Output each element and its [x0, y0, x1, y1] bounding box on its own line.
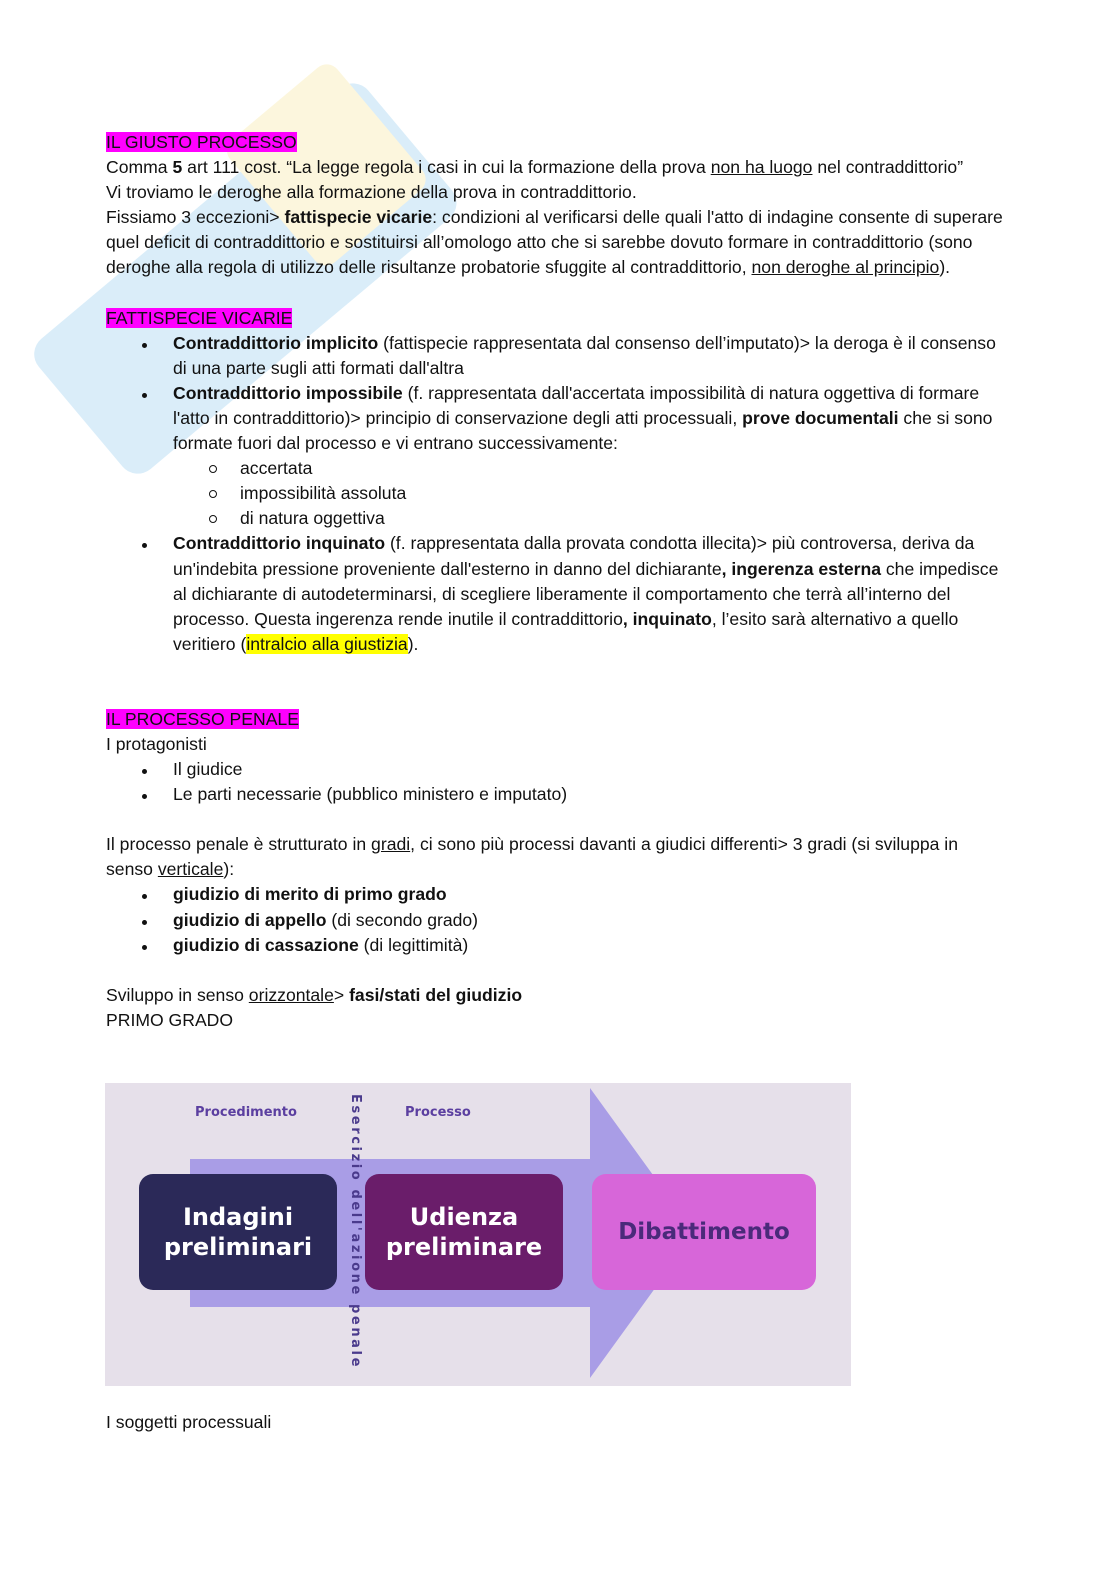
sub-list-item: impossibilità assoluta	[106, 481, 1006, 506]
list-item: giudizio di appello (di secondo grado)	[106, 908, 1006, 933]
sub-list-item: di natura oggettiva	[106, 506, 1006, 531]
label-esercizio-azione-penale: Esercizio dell'azione penale	[348, 1093, 364, 1369]
label-procedimento: Procedimento	[195, 1105, 297, 1120]
paragraph-sviluppo: Sviluppo in senso orizzontale> fasi/stati del giudizio	[106, 984, 523, 1005]
box-dibattimento: Dibattimento	[592, 1174, 816, 1290]
protagonisti-list	[106, 757, 1006, 807]
sub-list	[173, 456, 1006, 531]
protagonisti-label: I protagonisti	[106, 733, 207, 754]
document-body	[106, 130, 1006, 1033]
list-item: Le parti necessarie (pubblico ministero e imputato)	[106, 782, 1006, 807]
vicarie-list	[106, 331, 1006, 657]
paragraph-eccezioni: Fissiamo 3 eccezioni> fattispecie vicarie: condizioni al verificarsi delle quali l'atto di indagine consente di superare quel deficit di contraddittorio e sostituirsi all’omologo atto che si sarebbe dovuto formare in contraddittorio (sono deroghe alla regola di utilizzo delle risultanze probatorie sfuggite al contraddittorio, non deroghe al principio).	[106, 207, 1003, 278]
gradi-list	[106, 882, 1006, 957]
box-udienza-preliminare: Udienza preliminare	[365, 1174, 563, 1290]
paragraph-gradi: Il processo penale è strutturato in gradi, ci sono più processi davanti a giudici differenti> 3 gradi (si sviluppa in senso verticale):	[106, 834, 959, 880]
heading-fattispecie-vicarie: FATTISPECIE VICARIE	[106, 307, 293, 328]
paragraph-comma: Comma 5 art 111 cost. “La legge regola i casi in cui la formazione della prova non ha luogo nel contraddittorio”	[106, 157, 964, 178]
sub-list-item: accertata	[106, 456, 1006, 481]
paragraph-deroghe: Vi troviamo le deroghe alla formazione della prova in contraddittorio.	[106, 182, 637, 203]
list-item: Il giudice	[106, 757, 1006, 782]
list-item: giudizio di cassazione (di legittimità)	[106, 933, 1006, 958]
list-item: Contraddittorio inquinato (f. rappresentata dalla provata condotta illecita)> più controversa, deriva da un'indebita pressione proveniente dall'esterno in danno del dichiarante, ingerenza esterna che impedisce al dichiarante di autodeterminarsi, di scegliere liberamente il comportamento che terrà all’interno del processo. Questa ingerenza rende inutile il contraddittorio, inquinato, l’esito sarà alternativo a quello veritiero (intralcio alla giustizia).	[106, 531, 1006, 656]
heading-giusto-processo: IL GIUSTO PROCESSO	[106, 132, 297, 152]
box-indagini-preliminari: Indagini preliminari	[139, 1174, 337, 1290]
list-item: giudizio di merito di primo grado	[106, 882, 1006, 907]
list-item: Contraddittorio implicito (fattispecie rappresentata dal consenso dell’imputato)> la deroga è il consenso di una parte sugli atti formati dall'altra	[106, 331, 1006, 381]
heading-processo-penale: IL PROCESSO PENALE	[106, 708, 299, 729]
primo-grado-label: PRIMO GRADO	[106, 1009, 234, 1030]
phases-diagram	[105, 1083, 851, 1386]
soggetti-processuali-label: I soggetti processuali	[106, 1412, 272, 1432]
list-item: Contraddittorio impossibile (f. rappresentata dall'accertata impossibilità di natura oggettiva di formare l'atto in contraddittorio)> principio di conservazione degli atti processuali, prove documentali che si sono formate fuori dal processo e vi entrano successivamente: accertata impossibilità assoluta di natura oggettiva	[106, 381, 1006, 532]
label-processo: Processo	[405, 1105, 471, 1120]
